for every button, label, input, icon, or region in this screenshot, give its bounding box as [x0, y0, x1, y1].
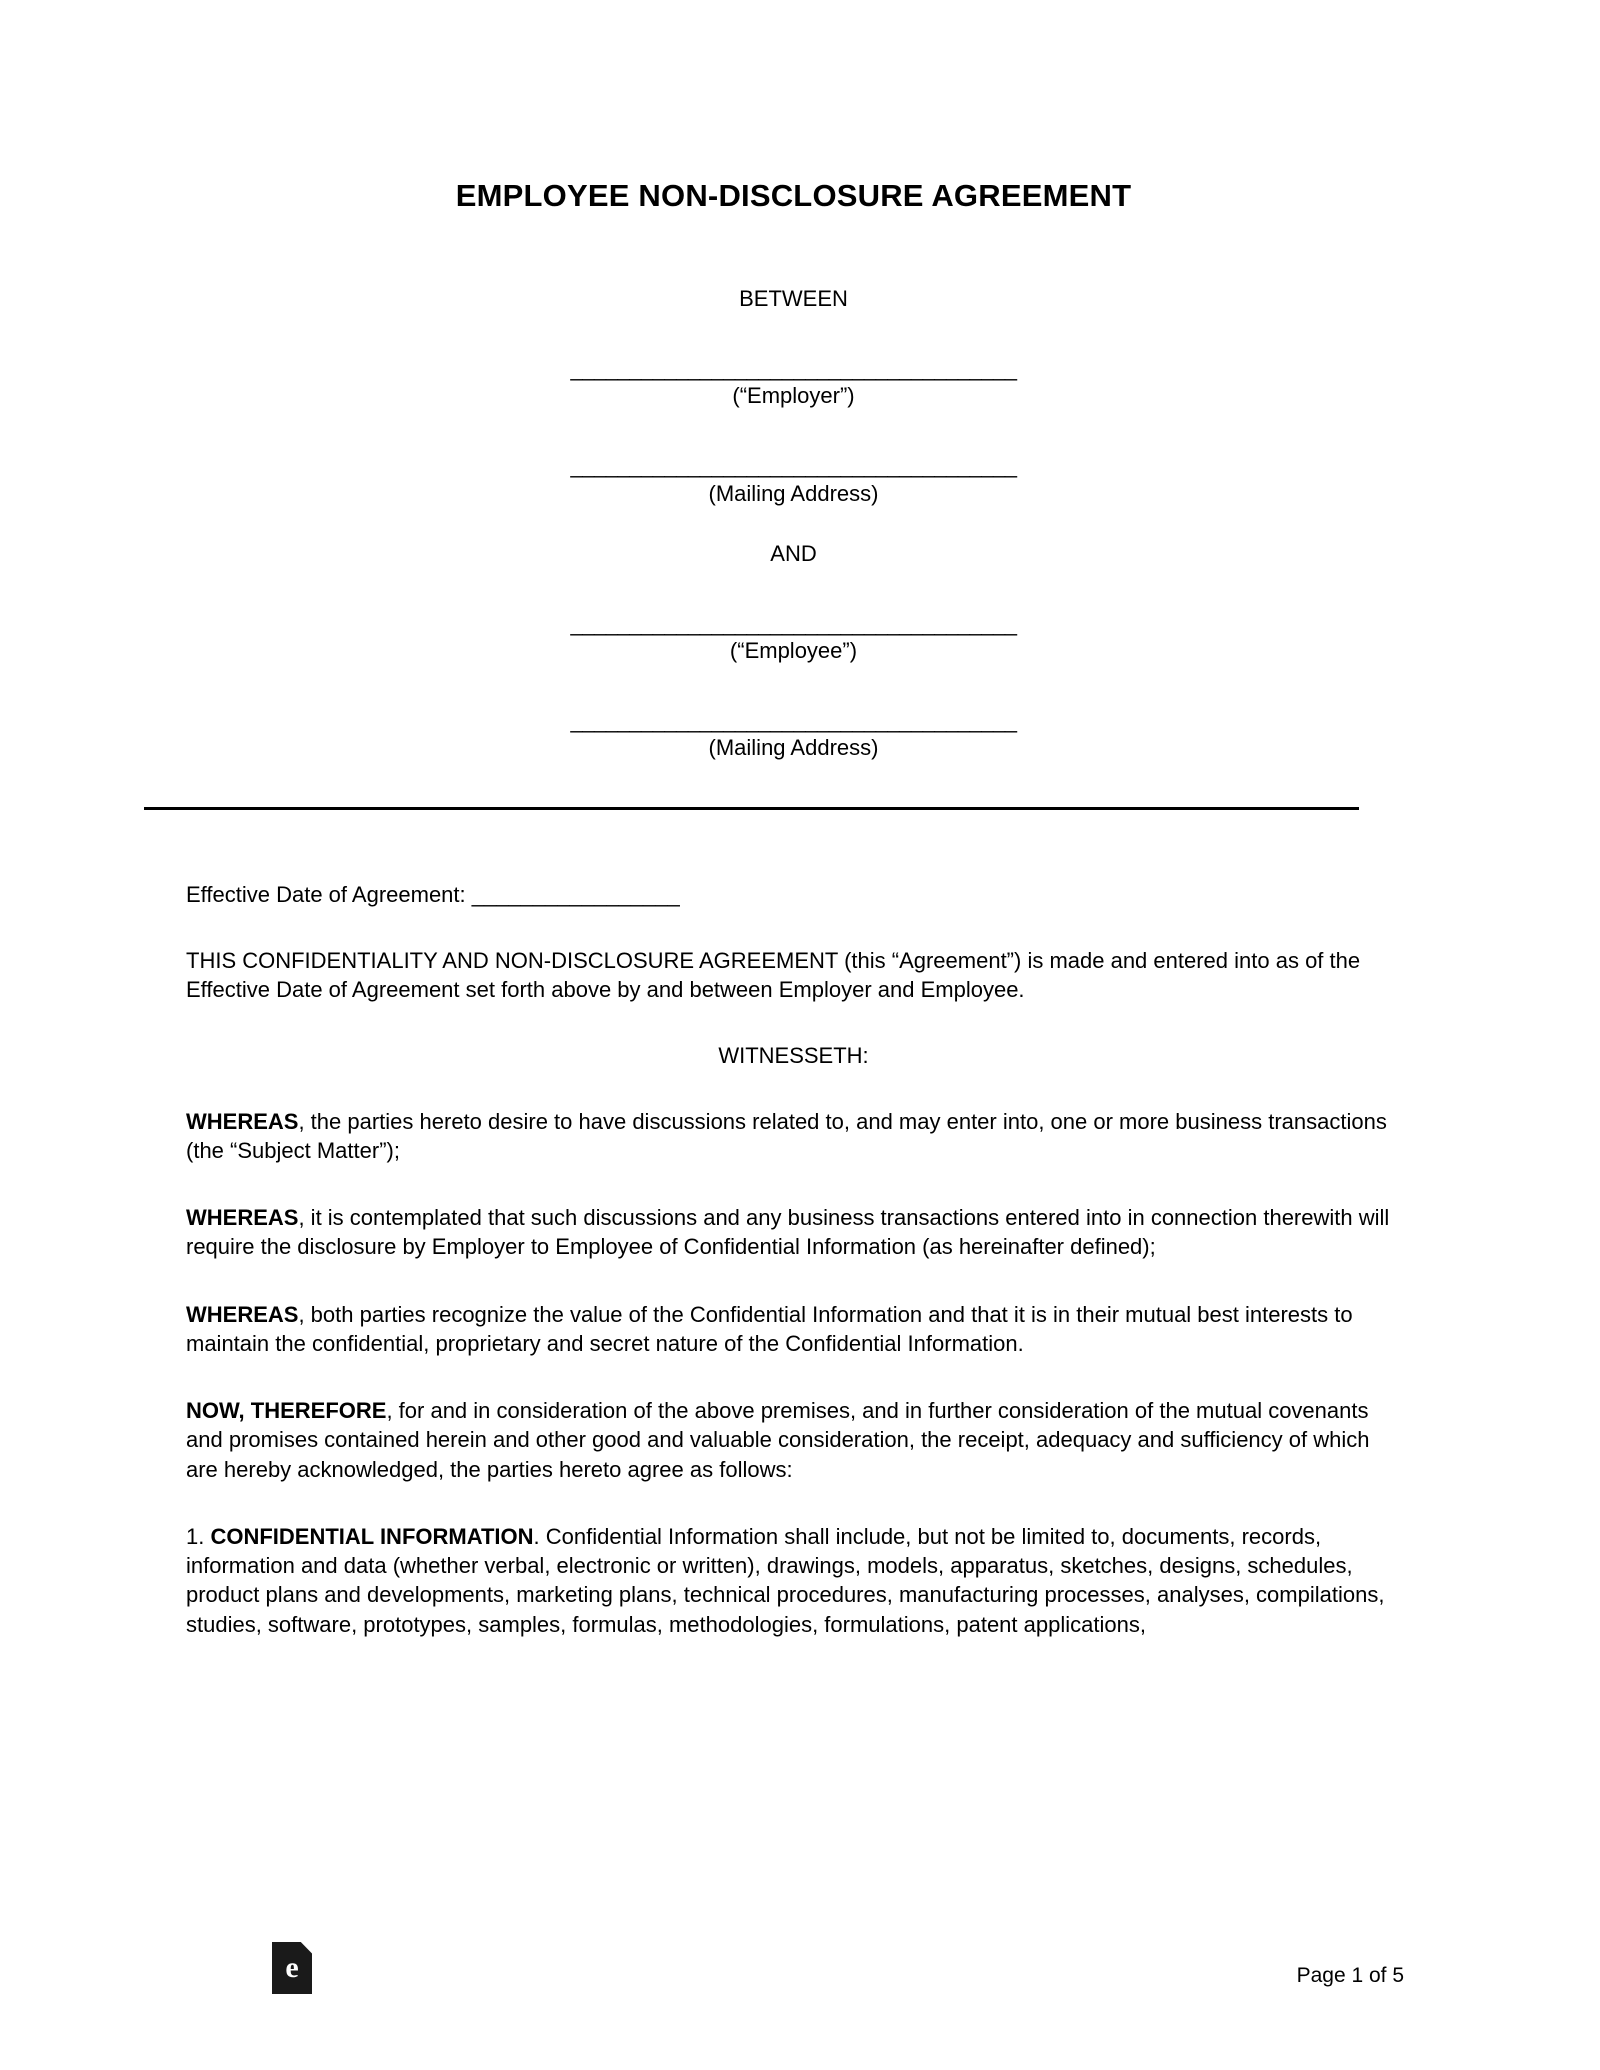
recital-3 [186, 1300, 1401, 1359]
effective-date-line: Effective Date of Agreement: _________________ [186, 882, 680, 908]
page-footer [186, 1942, 1414, 2002]
and-label: AND [770, 540, 817, 566]
recital-lead: WHEREAS [186, 1301, 299, 1327]
document-body [186, 0, 1401, 1639]
section-heading: CONFIDENTIAL INFORMATION [210, 1523, 534, 1549]
between-label: BETWEEN [739, 286, 848, 311]
recital-1 [186, 1107, 1401, 1166]
recital-text: , it is contemplated that such discussions and any business transactions entered into in connection therewith will require the disclosure by Employer to Employee of Confidential Information (as hereinafter defined); [186, 1205, 1390, 1260]
recital-2 [186, 1203, 1401, 1262]
intro-paragraph: THIS CONFIDENTIALITY AND NON-DISCLOSURE AGREEMENT (this “Agreement”) is made and entered into as of the Effective Date of Agreement set forth above by and between Employer and Employee. [186, 948, 1361, 1003]
witnesseth-heading: WITNESSETH: [718, 1042, 869, 1068]
section-1-confidential-information [186, 1522, 1401, 1639]
party-caption: (Mailing Address) [708, 735, 879, 761]
signature-blank-line: ______________________________________ [570, 453, 1017, 479]
recital-text: , for and in consideration of the above premises, and in further consideration of the mutual covenants and promises contained herein and other good and valuable consideration, the receipt, adequacy and sufficiency of which are hereby acknowledged, the parties hereto agree as follows: [186, 1398, 1370, 1482]
recital-lead: NOW, THEREFORE [186, 1398, 387, 1424]
party-caption: (“Employee”) [729, 637, 858, 663]
party-employee [186, 611, 1401, 664]
signature-blank-line: ______________________________________ [570, 356, 1017, 381]
signature-blank-line: ______________________________________ [570, 610, 1017, 636]
recital-text: , the parties hereto desire to have discussions related to, and may enter into, one or more business transactions (the “Subject Matter”); [186, 1108, 1387, 1163]
signature-blank-line: ______________________________________ [570, 707, 1017, 733]
recital-text: , both parties recognize the value of the Confidential Information and that it is in their mutual best interests to maintain the confidential, proprietary and secret nature of the Confidential Information. [186, 1301, 1353, 1356]
section-divider [144, 807, 1359, 810]
party-employer [186, 356, 1401, 409]
recital-lead: WHEREAS [186, 1205, 299, 1231]
party-caption: (“Employer”) [732, 383, 855, 409]
logo-letter: e [285, 1951, 299, 1984]
page-number: Page 1 of 5 [1296, 1964, 1404, 1987]
party-caption: (Mailing Address) [708, 480, 879, 506]
party-employee-address [186, 708, 1401, 761]
section-text: . Confidential Information shall include, but not be limited to, documents, records, information and data (whether verbal, electronic or written), drawings, models, apparatus, sketches, designs, schedules, product plans and developments, marketing plans, technical procedures, manufacturing processes, analyses, compilations, studies, software, prototypes, samples, formulas, methodologies, formulations, patent applications, [186, 1523, 1385, 1637]
section-number: 1. [186, 1523, 211, 1549]
page-title: EMPLOYEE NON-DISCLOSURE AGREEMENT [455, 178, 1132, 213]
party-employer-address [186, 453, 1401, 506]
recital-4 [186, 1396, 1401, 1484]
eforms-logo [272, 1942, 316, 1998]
recital-lead: WHEREAS [186, 1108, 299, 1134]
